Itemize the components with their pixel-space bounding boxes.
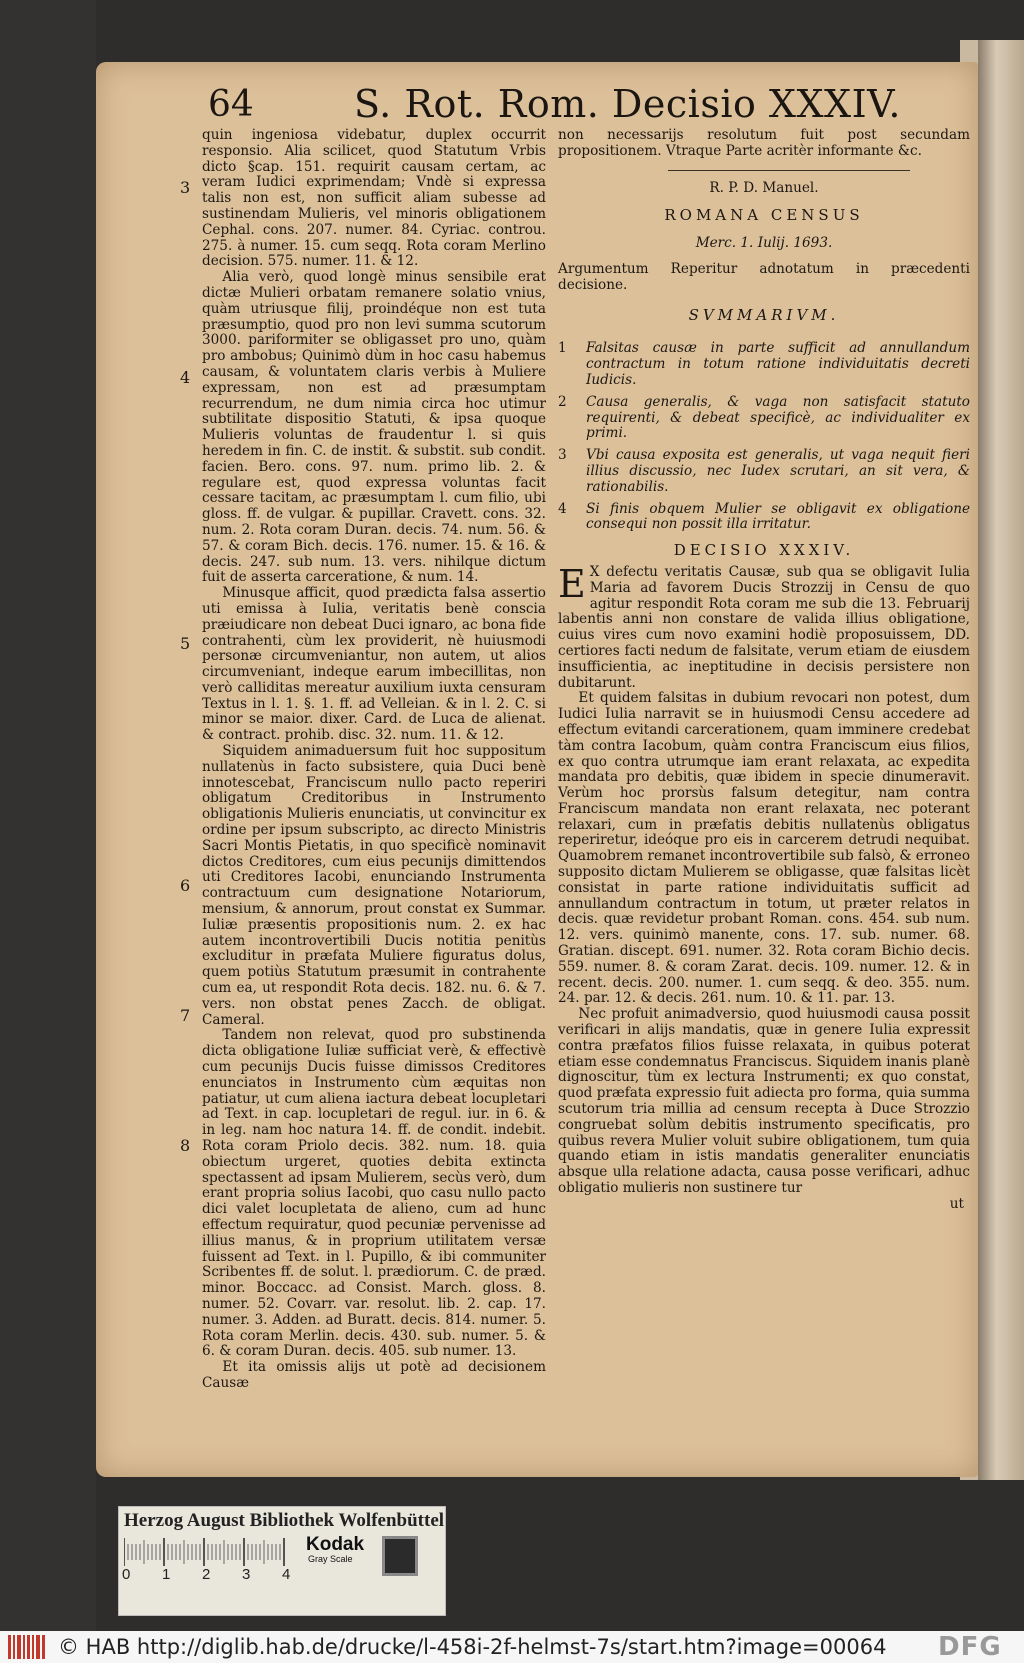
paragraph: Siquidem animaduersum fuit hoc suppositum nullatenùs in facto subsistere, quia Duci benè innotescebat, Franciscum nullo pacto reperiri obligatum Creditoribus in Instrumento obligationis Mulieris enunciatis, ut convincitur ex ordine per ipsum subscripto, ac directo Ministris Sacri Montis Pietatis, in quo specificè nominavit dictos Creditores, cum eius pecunijs dimittendos uti Creditores Iacobi, enunciando Instrumenta contractuum cum designatione Notariorum, mensium, & annorum, prout constat ex Summar. Iuliæ præsentis propositionis num. 2. ex hac autem incontrovertibili Ducis notitia penitùs excluditur in præfata Muliere figuratus dolus, quem potiùs Statutum præsumit in contrahente cum ea, ut respondit Rota decis. 182. nu. 6. & 7. vers. non obstat penes Zacch. de obligat. Cameral.	[202, 743, 546, 1028]
right-column	[558, 128, 970, 1213]
margin-number: 5	[180, 634, 191, 653]
ruler-label: 0	[122, 1566, 131, 1583]
library-name: Herzog August Bibliothek Wolfenbüttel	[124, 1510, 445, 1531]
summary-item	[558, 341, 970, 388]
left-column	[202, 128, 546, 1392]
summary-text: Causa generalis, & vaga non satisfacit statuto requirenti, & debeat specificè, ac individualiter ex primi.	[586, 393, 970, 442]
scan-background	[0, 0, 96, 1663]
paragraph: Minusque afficit, quod prædicta falsa assertio uti emissa à Iulia, veritatis benè conscia præiudicare non debeat Duci ignaro, ac bona fide contrahenti, cùm lex providerit, nè huiusmodi personæ circumveniantur, non autem, ut alios circumveniant, indeque earum imbecillitas, non verò calliditas mereatur auxilium iuxta censuram Textus in l. 1. §. 1. ff. ad Velleian. & in l. 2. C. si minor se maior. dixer. Card. de Luca de alienat. & contract. prohib. disc. 32. num. 11. & 12.	[202, 585, 546, 744]
summary-item	[558, 502, 970, 534]
paragraph-text: X defectu veritatis Causæ, sub qua se obligavit Iulia Maria ad favorem Ducis Strozzij in Censu de quo agitur respondit Rota coram me sub die 13. Februarij labentis anni non constare de valida illius obligatione, cuius vires cum novo examini hodiè proposuissem, DD. certiores facti nedum de falsitate, verum etiam de eiusdem insufficientia, ac ineptitudine in decisis persistere non dubitarunt.	[558, 563, 970, 691]
divider	[668, 170, 910, 171]
catchword: ut	[949, 1195, 964, 1212]
summary-text: Falsitas causæ in parte sufficit ad annullandum contractum in totum ratione individuitatis decreti Iudicis.	[586, 340, 970, 388]
intro-text: non necessarijs resolutum fuit post secundam propositionem. Vtraque Parte acritèr informante &c.	[558, 127, 970, 159]
margin-number: 7	[180, 1006, 191, 1025]
summary-item	[558, 395, 970, 442]
summary-item	[558, 448, 970, 495]
running-head: S. Rot. Rom. Decisio XXXIV.	[354, 82, 901, 126]
summary-number: 3	[558, 447, 567, 464]
judge-line: R. P. D. Manuel.	[709, 179, 819, 196]
ruler-label: 3	[242, 1566, 251, 1583]
book-page	[96, 62, 978, 1477]
kodak-logo: Kodak	[306, 1534, 365, 1555]
decision-paragraph: Nec profuit animadversio, quod huiusmodi causa possit verificari in alijs mandatis, quæ in genere Iulia expressit contra præfatos filios fuisse relaxata, in quibus poterat etiam esse condemnatus Franciscus. Siquidem inanis planè dignoscitur, tùm ex lectura Instrumenti; ex quo constat, quod præfata expressio fuit adiecta pro forma, quia summa scutorum tria millia ad censum recepta à Duce Strozzio congruebat solùm debitis instrumento specificatis, pro quibus revera Mulier voluit subire obligationem, tum quia quando etiam in istis mandatis generaliter enunciatis absque ulla relatione adacta, causa posse verificari, adhuc obligatio mulieris non sustinere tur	[558, 1006, 970, 1197]
ruler-label: 4	[282, 1566, 291, 1583]
source-url-link[interactable]: © HAB http://diglib.hab.de/drucke/l-458i-2f-helmst-7s/start.htm?image=00064	[58, 1635, 887, 1659]
margin-number: 8	[180, 1136, 191, 1155]
paragraph: Alia verò, quod longè minus sensibile erat dictæ Mulieri orbatam remanere solatio vnius, quàm utriusque filij, proindéque non est tuta præsumptio, quod pro non levi summa scutorum 3000. pariformiter se obligasset pro uno, quàm pro ambobus; Quinimò dùm in hoc casu habemus causam, & voluntatem claris verbis à Muliere expressam, non est ad præsumptam recurrendum, ne dum nimia circa hoc utimur subtilitate dispositio Statuti, & ipsa quoque Mulieris voluntas de fraudentur l. si quis heredem in fin. C. de instit. & substit. sub condit. facien. Bero. cons. 97. num. primo lib. 2. & regulare est, quod expressa voluntas facit cessare tacitam, ac præsumptam l. cum filio, ubi gloss. ff. de vulgar. & pupillar. Cravett. cons. 32. num. 2. Rota coram Duran. decis. 74. num. 56. & 57. & coram Bich. decis. 176. numer. 15. & 16. & decis. 247. sub num. 13. vers. nihilque dictum fuit de asserta carceratione, & num. 14.	[202, 269, 546, 586]
summary-list	[558, 341, 970, 533]
decisio-heading: DECISIO XXXIV.	[673, 541, 855, 560]
margin-number: 4	[180, 368, 191, 387]
ruler-label: 1	[162, 1566, 171, 1583]
ruler-label: 2	[202, 1566, 211, 1583]
margin-number: 3	[180, 178, 191, 197]
dfg-logo: DFG	[938, 1632, 1002, 1662]
ruler-scale	[124, 1538, 296, 1566]
barcode-icon	[8, 1635, 46, 1659]
gray-scale-label: Gray Scale	[308, 1554, 353, 1564]
summary-heading: SVMMARIVM.	[688, 305, 840, 324]
decision-paragraph	[558, 561, 970, 691]
summary-number: 2	[558, 393, 567, 410]
argument-line: Argumentum Reperitur adnotatum in præcedenti decisione.	[558, 260, 970, 293]
summary-number: 4	[558, 500, 567, 517]
paragraph: Et ita omissis alijs ut potè ad decisionem Causæ	[202, 1359, 546, 1391]
summary-text: Si finis obquem Mulier se obligavit ex obligatione consequi non possit illa irritatur.	[586, 500, 970, 533]
paragraph: Tandem non relevat, quod pro substinenda dicta obligatione Iuliæ sufficiat verè, & effectivè cum pecunijs Ducis fuisse dimissos Creditores enunciatos in Instrumento cùm æquitas non patiatur, ut cum aliena iactura debeat locupletari ad Text. in cap. locupletari de regul. iur. in 6. & in leg. nam hoc natura 14. ff. de condit. indebit. Rota coram Priolo decis. 382. num. 18. quia obiectum urgeret, quoties debita extincta spectassent ad ipsam Mulierem, secùs verò, dum erant propria solius Iacobi, quo casu nullo pacto dici valet locupletata de alieno, cum ad hunc effectum requiratur, quod pecuniæ pervenisse ad illius manus, & in proprium utilitatem versæ fuissent ad Text. in l. Pupillo, & ibi communiter Scribentes ff. de solut. l. prædiorum. C. de præd. minor. Boccacc. ad Consist. March. gloss. 8. numer. 52. Covarr. var. resolut. lib. 2. cap. 17. numer. 3. Adden. ad Buratt. decis. 814. numer. 5. Rota coram Merlin. decis. 430. sub. numer. 5. & 6. & coram Duran. decis. 405. sub numer. 13.	[202, 1027, 546, 1360]
drop-cap: E	[558, 561, 586, 606]
page-number: 64	[208, 84, 254, 125]
paragraph: quin ingeniosa videbatur, duplex occurrit responsio. Alia scilicet, quod Statutum Vrbis dicto §cap. 151. requirit causam certam, ac veram Iudici exprimendam; Vndè si expressa talis non est, non sufficit aliam subesse ad sustinendam Mulieris, vel minoris obligationem Cephal. cons. 207. numer. 84. Cyriac. controu. 275. à numer. 15. cum seqq. Rota coram Merlino decision. 575. numer. 11. & 12.	[202, 127, 546, 270]
book-gutter	[978, 40, 1024, 1480]
decision-date: Merc. 1. Iulij. 1693.	[695, 235, 833, 252]
summary-number: 1	[558, 340, 567, 357]
gray-swatch	[382, 1536, 418, 1576]
decision-paragraph: Et quidem falsitas in dubium revocari non potest, dum Iudici Iulia narravit se in huiusmodi Censu accedere ad effectum evitandi carcerationem, quam imminere credebat tàm contra Iacobum, quàm contra Franciscum eius filios, ex quo contra utrumque iam erant relaxata, ac expedita mandata pro debitis, quæ ibidem in specie dinumeravit. Verùm hoc prorsùs falsum detegitur, nam contra Franciscum mandata non erant relaxata, nec poterant relaxari, cum in præfatis debitis nullatenùs obligatus reperiretur, ideóque pro eis in carcerem detrudi nequibat. Quamobrem remanet incontrovertibile sub falsò, & erroneo supposito dictam Mulierem se obligasse, quæ falsitas licèt consistat in parte ratione individuitatis sufficit ad annullandum contractum in totum, ut præter relatos in decis. quæ revidetur probant Roman. cons. 454. sub num. 12. vers. quinimò manente, cons. 17. sub. numer. 68. Gratian. discept. 691. numer. 32. Rota coram Bichio decis. 559. numer. 8. & coram Zarat. decis. 109. numer. 12. & in recent. decis. 200. numer. 1. cum seqq. & deo. 355. num. 24. par. 12. & decis. 261. num. 10. & 11. par. 13.	[558, 690, 970, 1007]
summary-text: Vbi causa exposita est generalis, ut vaga nequit fieri illius discussio, nec Iudex scrutari, an sit vera, & rationabilis.	[586, 447, 970, 495]
case-title: ROMANA CENSUS	[664, 206, 864, 225]
margin-number: 6	[180, 876, 191, 895]
